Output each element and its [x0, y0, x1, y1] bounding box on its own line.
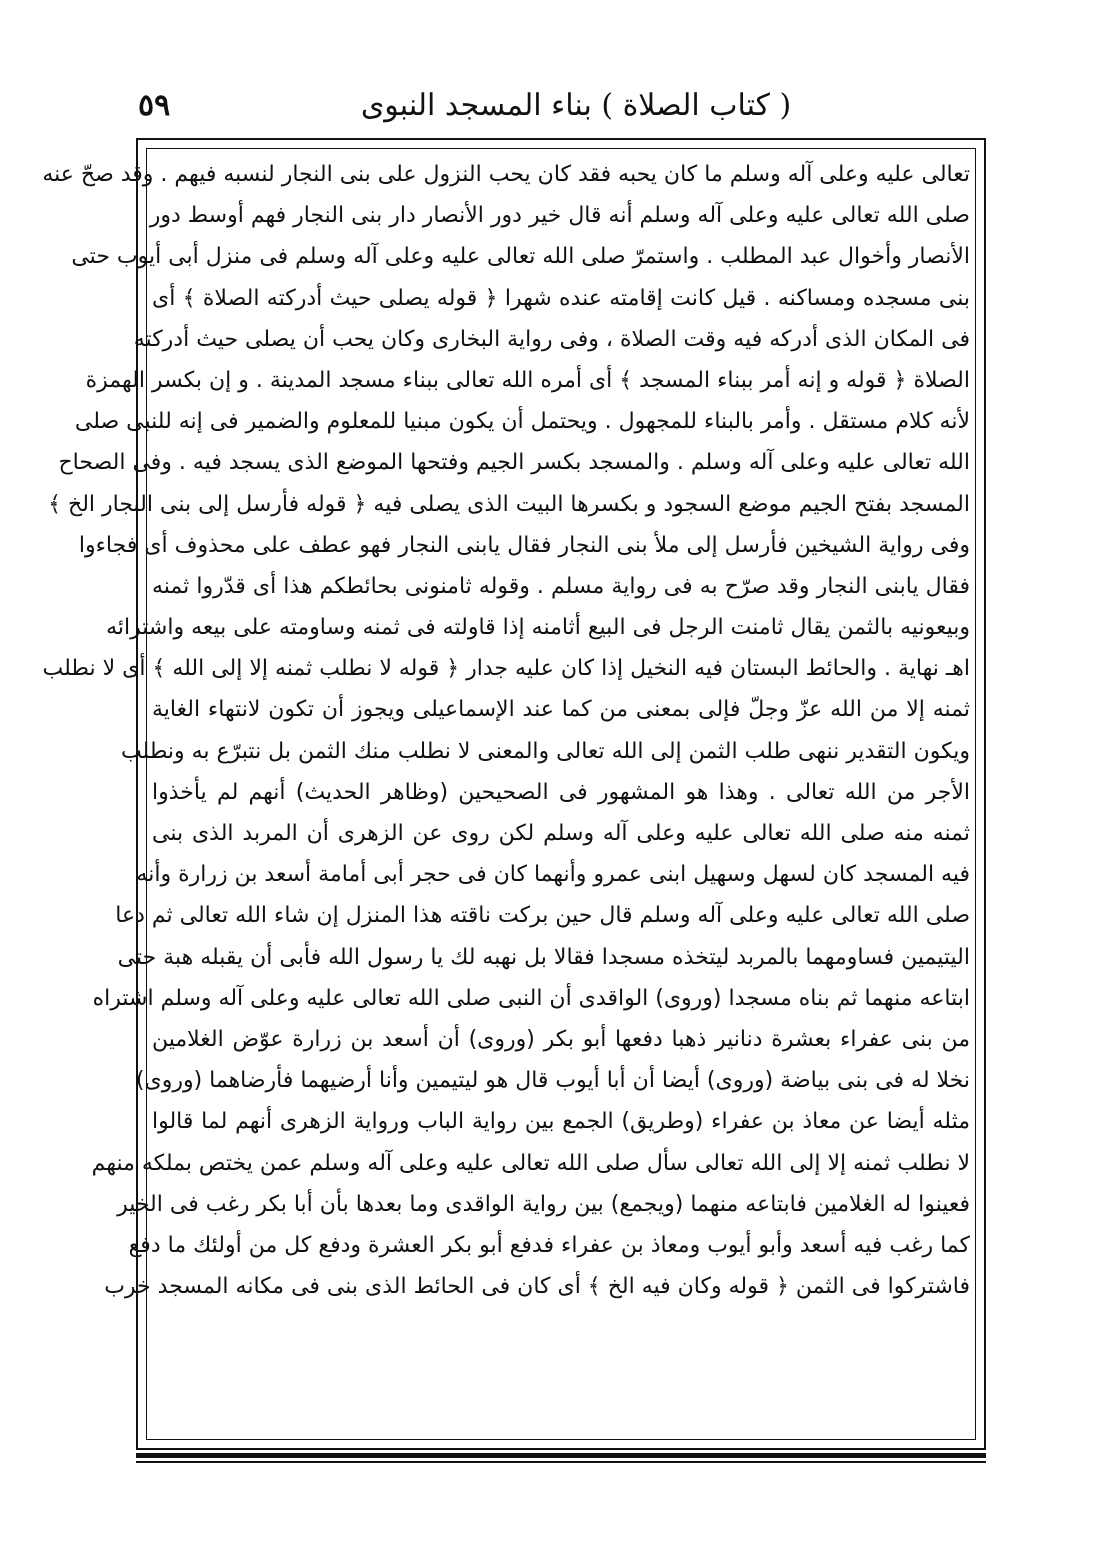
- text-line: لا نطلب ثمنه إلا إلى الله تعالى سأل صلى الله تعالى عليه وعلى آله وسلم عمن يختص بملكه منهم: [91, 1150, 970, 1176]
- text-line: الله تعالى عليه وعلى آله وسلم . والمسجد بكسر الجيم وفتحها الموضع الذى يسجد فيه . وفى الصحاح: [58, 450, 970, 476]
- text-line: فقال يابنى النجار وقد صرّح به فى رواية مسلم . وقوله ثامنونى بحائطكم هذا أى قدّروا ثمنه: [152, 573, 970, 599]
- text-line: فاشتركوا فى الثمن ﴿ قوله وكان فيه الخ ﴾ أى كان فى الحائط الذى بنى فى مكانه المسجد خرب: [104, 1274, 970, 1300]
- text-line: لأنه كلام مستقل . وأمر بالبناء للمجهول . ويحتمل أن يكون مبنيا للمعلوم والضمير فى إنه للنبى صلى: [74, 409, 970, 435]
- text-line: ثمنه إلا من الله عزّ وجلّ فإلى بمعنى من كما عند الإسماعيلى ويجوز أن تكون لانتهاء الغاية: [152, 697, 970, 723]
- text-line: بنى مسجده ومساكنه . قيل كانت إقامته عنده شهرا ﴿ قوله يصلى حيث أدركته الصلاة ﴾ أى: [152, 285, 970, 311]
- text-line: اليتيمين فساومهما بالمربد ليتخذه مسجدا فقالا بل نهبه لك يا رسول الله فأبى أن يقبله هبة حتى: [117, 944, 970, 970]
- text-frame: [42, 138, 986, 1450]
- text-line: كما رغب فيه أسعد وأبو أيوب ومعاذ بن عفراء فدفع أبو بكر العشرة ودفع كل من أولئك ما دفع: [128, 1232, 970, 1258]
- text-line: ويكون التقدير ننهى طلب الثمن إلى الله تعالى والمعنى لا نطلب منك الثمن بل نتبرّع به ونطلب: [120, 738, 970, 764]
- text-line: وفى رواية الشيخين فأرسل إلى ملأ بنى النجار فقال يابنى النجار فهو عطف على محذوف أى فجاءوا: [78, 532, 970, 558]
- text-line: صلى الله تعالى عليه وعلى آله وسلم قال حين بركت ناقته هذا المنزل إن شاء الله تعالى ثم دعا: [115, 903, 970, 929]
- page-number: ٥٩: [138, 88, 171, 123]
- text-line: ثمنه منه صلى الله تعالى عليه وعلى آله وسلم لكن روى عن الزهرى أن المربد الذى بنى: [152, 821, 970, 846]
- text-line: وبيعونيه بالثمن يقال ثامنت الرجل فى البيع أثامنه إذا قاولته فى ثمنه وساومته على بيعه واشترائه: [106, 615, 970, 641]
- text-line: من بنى عفراء بعشرة دنانير ذهبا دفعها أبو بكر (وروى) أن أسعد بن زرارة عوّض الغلامين: [152, 1026, 970, 1052]
- text-line: الأنصار وأخوال عبد المطلب . واستمرّ صلى الله تعالى عليه وعلى آله وسلم فى منزل أبى أيوب حتى: [71, 244, 970, 270]
- running-title: ( كتاب الصلاة ) بناء المسجد النبوى: [360, 88, 792, 123]
- text-line: ابتاعه منهما ثم بناه مسجدا (وروى) الواقدى أن النبى صلى الله تعالى عليه وعلى آله وسلم اشتراه: [92, 985, 970, 1011]
- text-line: فعينوا له الغلامين فابتاعه منهما (ويجمع) بين رواية الواقدى وما بعدها بأن أبا بكر رغب فى الخير: [117, 1191, 970, 1217]
- text-line: تعالى عليه وعلى آله وسلم ما كان يحبه فقد كان يحب النزول على بنى النجار لنسبه فيهم . وقد صحّ عنه: [42, 162, 970, 187]
- bottom-rule-thin-upper: [136, 1448, 986, 1450]
- text-line: اهـ نهاية . والحائط البستان فيه النخيل إذا كان عليه جدار ﴿ قوله لا نطلب ثمنه إلا إلى الله ﴾ أى لا نطلب: [42, 656, 970, 682]
- text-line: المسجد بفتح الجيم موضع السجود و بكسرها البيت الذى يصلى فيه ﴿ قوله فأرسل إلى بنى النجار الخ ﴾: [48, 491, 970, 517]
- text-line: فيه المسجد كان لسهل وسهيل ابنى عمرو وأنهما كان فى حجر أبى أمامة أسعد بن زرارة وأنه: [136, 862, 970, 888]
- text-line: نخلا له فى بنى بياضة (وروى) أيضا أن أبا أيوب قال هو ليتيمين وأنا أرضيهما فأرضاهما (وروى): [135, 1068, 970, 1094]
- text-line: صلى الله تعالى عليه وعلى آله وسلم أنه قال خير دور الأنصار دار بنى النجار فهم أوسط دور: [149, 203, 970, 229]
- page-header: [136, 84, 986, 134]
- text-line: فى المكان الذى أدركه فيه وقت الصلاة ، وفى رواية البخارى وكان يحب أن يصلى حيث أدركته: [133, 326, 970, 352]
- text-body: [42, 154, 970, 1432]
- bottom-rule-thick: [136, 1453, 986, 1458]
- text-line: مثله أيضا عن معاذ بن عفراء (وطريق) الجمع بين رواية الباب ورواية الزهرى أنهم لما قالوا: [152, 1109, 970, 1135]
- text-line: الأجر من الله تعالى . وهذا هو المشهور فى الصحيحين (وظاهر الحديث) أنهم لم يأخذوا: [152, 779, 970, 805]
- text-line: الصلاة ﴿ قوله و إنه أمر ببناء المسجد ﴾ أى أمره الله تعالى ببناء مسجد المدينة . و إن بكسر الهمزة: [85, 367, 970, 393]
- bottom-rule-thin-lower: [136, 1461, 986, 1463]
